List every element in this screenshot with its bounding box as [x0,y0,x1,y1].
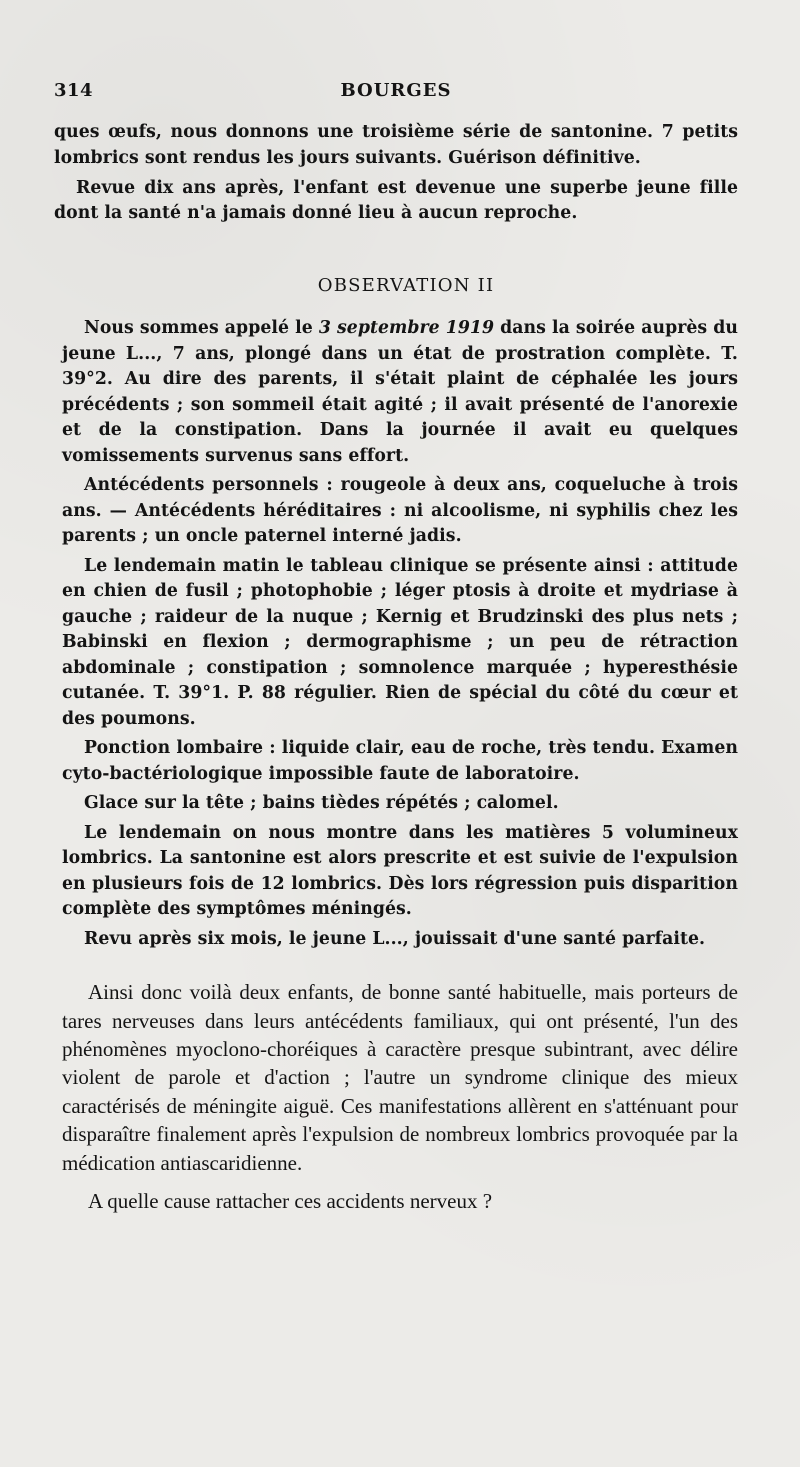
conclusion-paragraph-2: A quelle cause rattacher ces accidents nerveux ? [88,1189,493,1214]
observation-paragraph-1 [62,316,738,469]
observation-p1-start: Nous sommes appelé le [84,318,319,339]
observation-paragraph-2: Antécédents personnels : rougeole à deux ans, coqueluche à trois ans. — Antécédents héréditaires : ni alcoolisme, ni syphilis chez les parents ; un oncle paternel interné jadis. [62,475,738,547]
intro-paragraph-1: ques œufs, nous donnons une troisième série de santonine. 7 petits lombrics sont rendus les jours suivants. Guérison définitive. [54,122,738,168]
page-number: 314 [54,80,94,101]
running-head: BOURGES [340,80,452,101]
observation-paragraph-7: Revu après six mois, le jeune L..., jouissait d'une santé parfaite. [84,928,706,949]
conclusion-paragraph-1: Ainsi donc voilà deux enfants, de bonne santé habituelle, mais porteurs de tares nerveuses dans leurs antécédents familiaux, qui ont présenté, l'un des phénomènes myoclono-choréiques à caractère presque subintrant, avec délire violent de parole et d'action ; l'autre un syndrome clinique des mieux caractérisés de méningite aiguë. Ces manifestations allèrent en s'atténuant pour disparaître finalement après l'expulsion de nombreux lombrics provoquée par la médication antiascaridienne. [62,980,738,1175]
observation-paragraph-6: Le lendemain on nous montre dans les matières 5 volumineux lombrics. La santonine est alors prescrite et est suivie de l'expulsion en plusieurs fois de 12 lombrics. Dès lors régression puis disparition complète des symptômes méningés. [62,822,738,920]
conclusion-section [54,978,738,1215]
intro-section [54,120,738,227]
page-header [54,80,738,114]
observation-paragraph-4: Ponction lombaire : liquide clair, eau de roche, très tendu. Examen cyto-bactériologique impossible faute de laboratoire. [62,738,738,784]
observation-paragraph-5: Glace sur la tête ; bains tièdes répétés ; calomel. [84,793,559,814]
observation-title: OBSERVATION II [317,275,495,297]
intro-paragraph-2: Revue dix ans après, l'enfant est devenue une superbe jeune fille dont la santé n'a jamais donné lieu à aucun reproche. [54,177,738,224]
observation-date: 3 septembre 1919 [318,318,495,339]
observation-paragraph-3: Le lendemain matin le tableau clinique se présente ainsi : attitude en chien de fusil ; photophobie ; léger ptosis à droite et mydriase à gauche ; raideur de la nuque ; Kernig et Brudzinski des plus nets ; Babinski en flexion ; dermographisme ; un peu de rétraction abdominale ; constipation ; somnolence marquée ; hyperesthésie cutanée. T. 39°1. P. 88 régulier. Rien de spécial du côté du cœur et des poumons. [62,555,738,729]
observation-body [54,316,738,952]
observation-p1-end: dans la soirée auprès du jeune L..., 7 ans, plongé dans un état de prostration complète. T. 39°2. Au dire des parents, il s'était plaint de céphalée les jours précédents ; son sommeil était agité ; il avait présenté de l'anorexie et de la constipation. Dans la journée il avait eu quelques vomissements survenus sans effort. [62,318,738,466]
